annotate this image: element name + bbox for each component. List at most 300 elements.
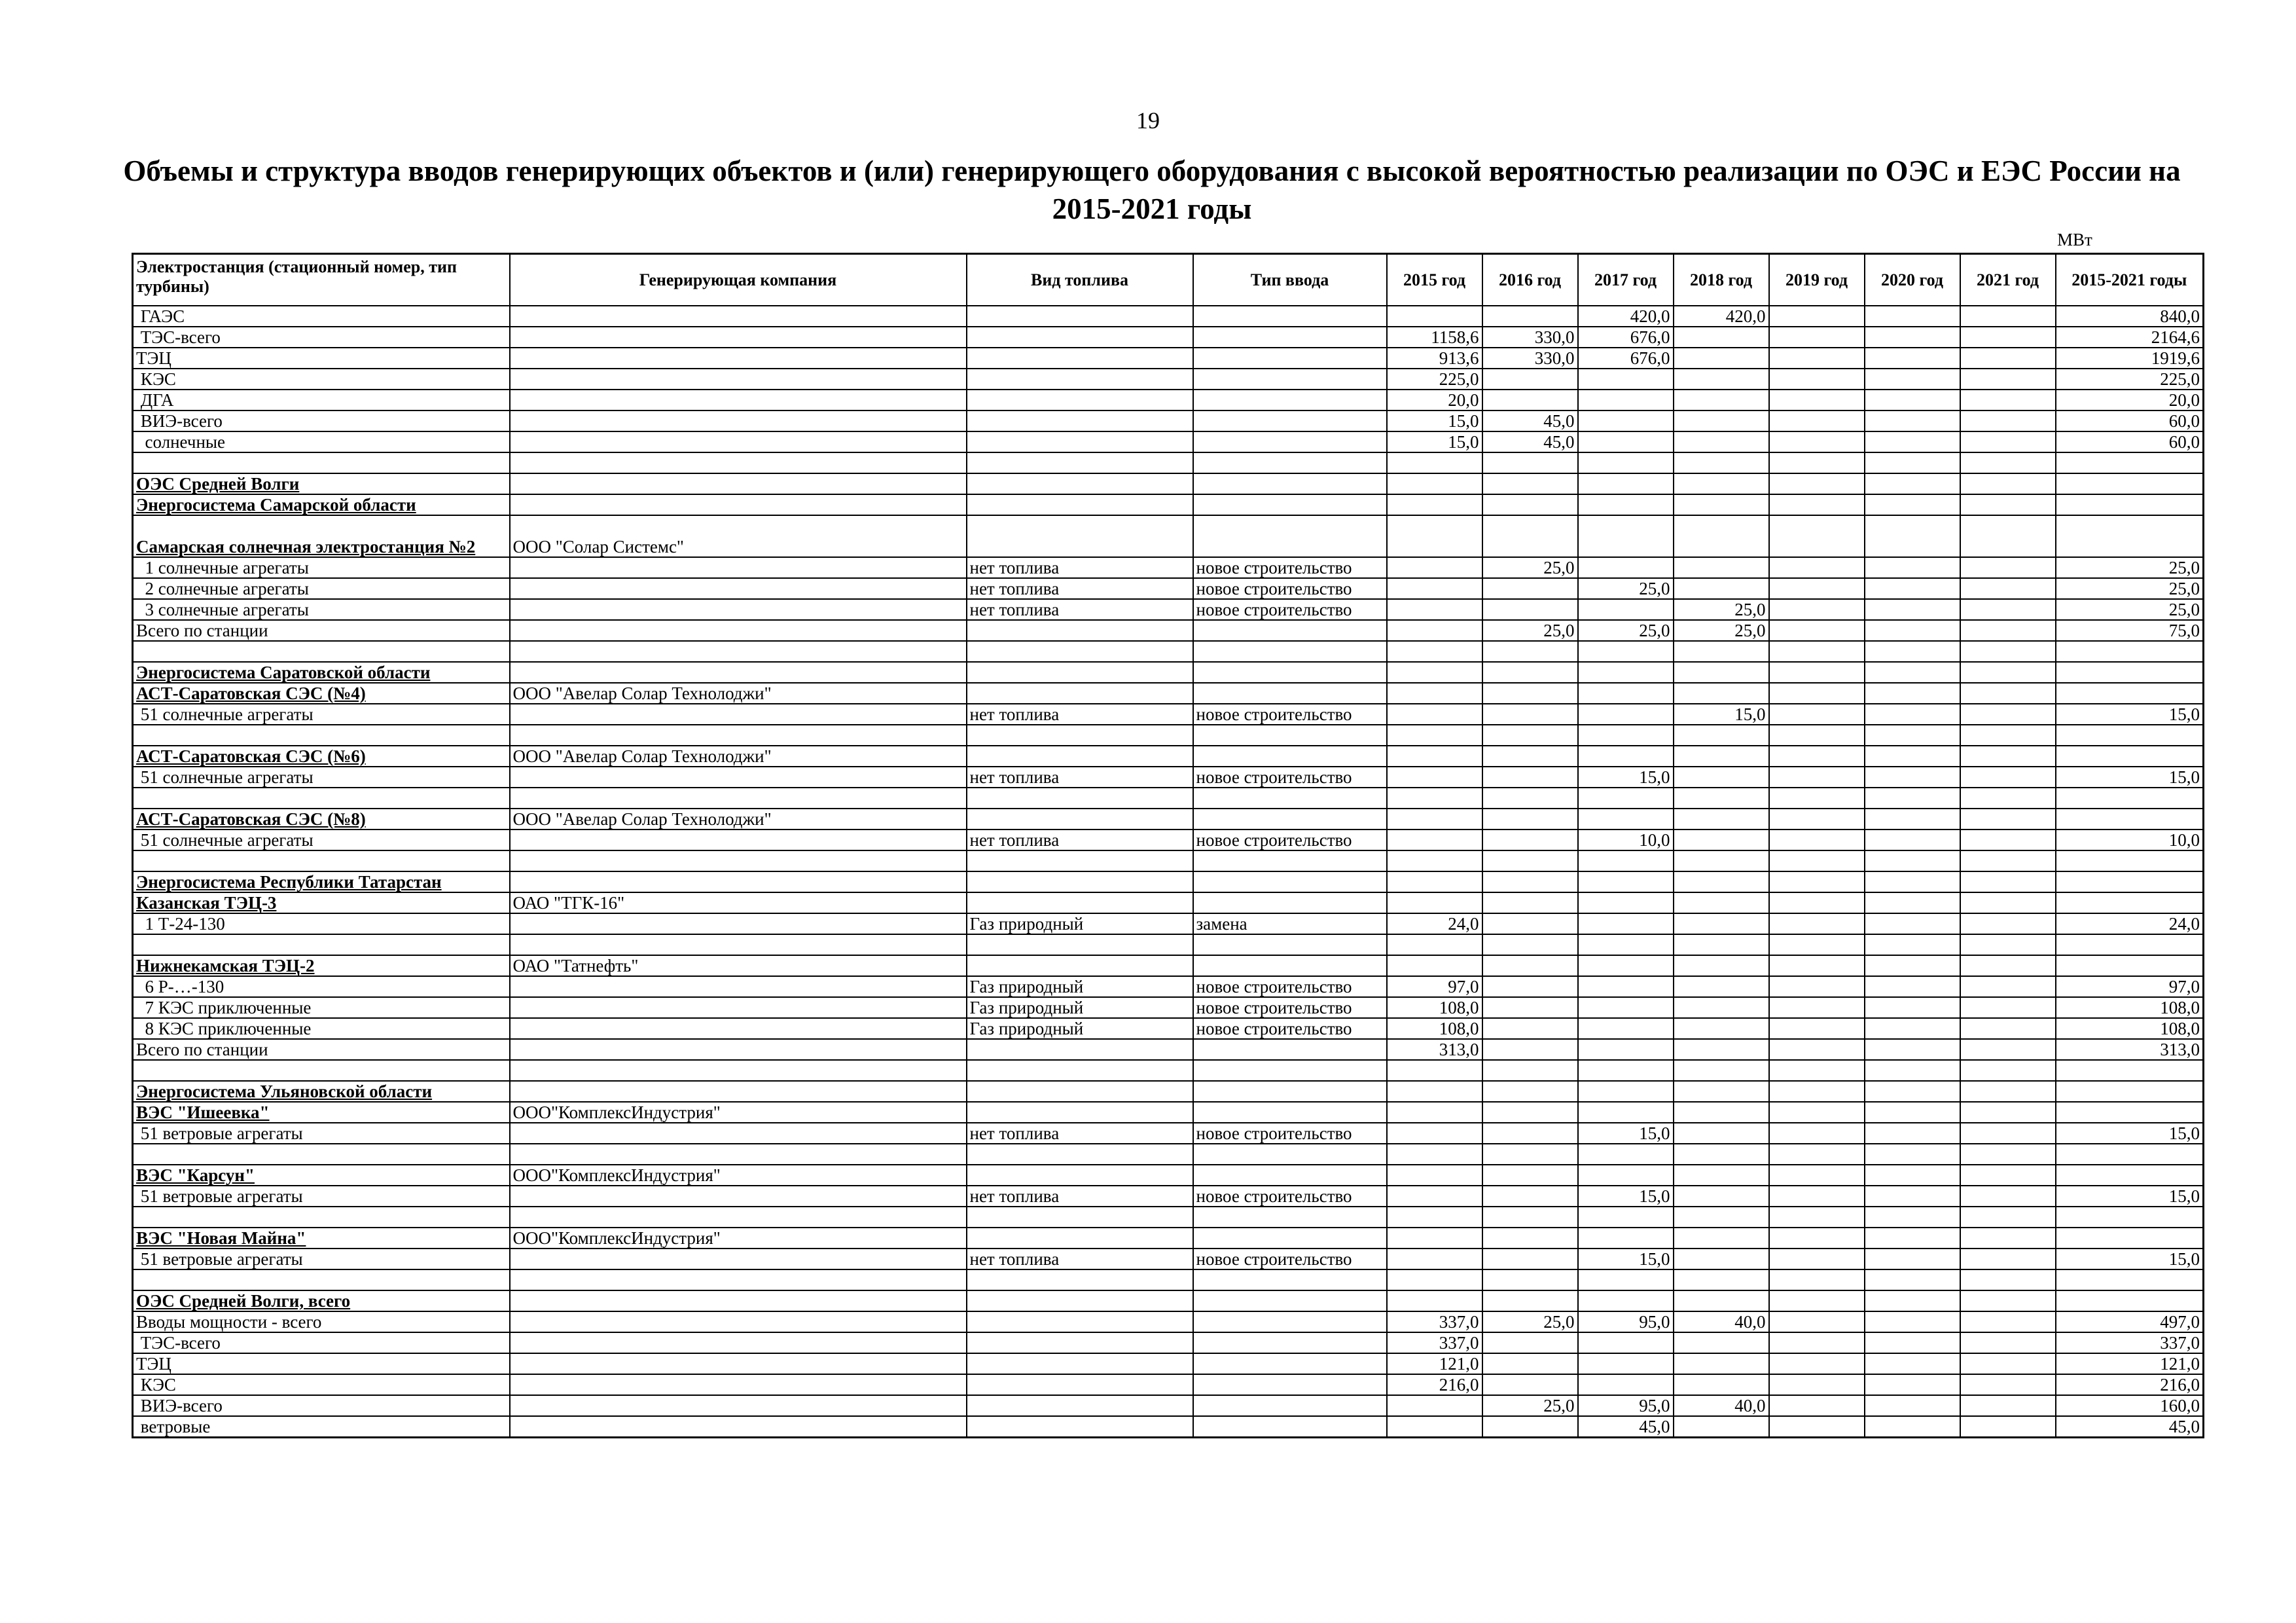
cell-2016: 25,0 <box>1482 557 1578 578</box>
cell-company <box>510 557 967 578</box>
cell-2018 <box>1674 934 1769 955</box>
cell-2017 <box>1578 850 1674 871</box>
cell-total <box>2056 1228 2204 1249</box>
cell-type <box>1193 1207 1387 1228</box>
cell-type <box>1193 410 1387 431</box>
cell-total <box>2056 494 2204 515</box>
table-row <box>133 809 2204 830</box>
cell-type <box>1193 1311 1387 1332</box>
cell-company: ООО"КомплексИндустрия" <box>510 1228 967 1249</box>
cell-2017 <box>1578 369 1674 390</box>
cell-2020 <box>1865 850 1960 871</box>
cell-2015 <box>1387 578 1482 599</box>
column-header-company: Генерирующая компания <box>510 254 967 306</box>
cell-2016 <box>1482 1332 1578 1353</box>
cell-station <box>133 788 510 809</box>
cell-2016: 25,0 <box>1482 1311 1578 1332</box>
cell-fuel <box>967 1081 1193 1102</box>
cell-2017 <box>1578 704 1674 725</box>
cell-total: 97,0 <box>2056 976 2204 997</box>
cell-2020 <box>1865 704 1960 725</box>
cell-2020 <box>1865 452 1960 473</box>
table-row <box>133 1060 2204 1081</box>
cell-2018 <box>1674 348 1769 369</box>
cell-2019 <box>1769 704 1865 725</box>
table-row <box>133 1269 2204 1290</box>
cell-station <box>133 934 510 955</box>
cell-2017 <box>1578 431 1674 452</box>
table-row <box>133 976 2204 997</box>
cell-2017 <box>1578 494 1674 515</box>
cell-2018 <box>1674 1102 1769 1123</box>
cell-total <box>2056 1269 2204 1290</box>
cell-2020 <box>1865 1102 1960 1123</box>
cell-station: ГАЭС <box>133 306 510 327</box>
cell-2020 <box>1865 369 1960 390</box>
cell-2019 <box>1769 494 1865 515</box>
cell-2020 <box>1865 473 1960 494</box>
cell-type <box>1193 1332 1387 1353</box>
cell-station: солнечные <box>133 431 510 452</box>
cell-total <box>2056 1207 2204 1228</box>
cell-total <box>2056 850 2204 871</box>
cell-2021 <box>1960 369 2056 390</box>
cell-fuel <box>967 1290 1193 1311</box>
cell-company <box>510 1144 967 1165</box>
cell-type: новое строительство <box>1193 557 1387 578</box>
cell-2019 <box>1769 1416 1865 1438</box>
cell-station <box>133 725 510 746</box>
cell-2015 <box>1387 1165 1482 1186</box>
cell-2017: 10,0 <box>1578 830 1674 850</box>
cell-2020 <box>1865 1018 1960 1039</box>
cell-2018 <box>1674 955 1769 976</box>
cell-2021 <box>1960 410 2056 431</box>
cell-2017: 95,0 <box>1578 1395 1674 1416</box>
cell-station: ветровые <box>133 1416 510 1438</box>
cell-type <box>1193 871 1387 892</box>
cell-type: замена <box>1193 913 1387 934</box>
cell-2021 <box>1960 348 2056 369</box>
cell-station: Самарская солнечная электростанция №2 <box>133 515 510 557</box>
cell-company <box>510 431 967 452</box>
cell-2017 <box>1578 452 1674 473</box>
cell-station <box>133 1144 510 1165</box>
cell-station: 51 солнечные агрегаты <box>133 767 510 788</box>
cell-2015 <box>1387 599 1482 620</box>
cell-total: 15,0 <box>2056 1123 2204 1144</box>
cell-2021 <box>1960 830 2056 850</box>
cell-2016 <box>1482 683 1578 704</box>
cell-2015: 913,6 <box>1387 348 1482 369</box>
cell-station: 51 ветровые агрегаты <box>133 1249 510 1269</box>
cell-2017 <box>1578 641 1674 662</box>
cell-company <box>510 662 967 683</box>
cell-2021 <box>1960 515 2056 557</box>
cell-2019 <box>1769 1018 1865 1039</box>
cell-2017: 676,0 <box>1578 327 1674 348</box>
cell-2018 <box>1674 1165 1769 1186</box>
cell-2015: 15,0 <box>1387 431 1482 452</box>
cell-2020 <box>1865 725 1960 746</box>
cell-2020 <box>1865 683 1960 704</box>
cell-station <box>133 1207 510 1228</box>
cell-2018 <box>1674 1228 1769 1249</box>
cell-2018 <box>1674 1207 1769 1228</box>
cell-2019 <box>1769 1186 1865 1207</box>
cell-2018 <box>1674 683 1769 704</box>
cell-2019 <box>1769 1374 1865 1395</box>
cell-2016 <box>1482 1353 1578 1374</box>
cell-company <box>510 1060 967 1081</box>
table-row <box>133 662 2204 683</box>
cell-2020 <box>1865 662 1960 683</box>
cell-2016 <box>1482 1269 1578 1290</box>
cell-type <box>1193 452 1387 473</box>
table-row <box>133 1395 2204 1416</box>
cell-type <box>1193 934 1387 955</box>
cell-total: 15,0 <box>2056 1186 2204 1207</box>
cell-2018: 40,0 <box>1674 1395 1769 1416</box>
cell-type: новое строительство <box>1193 704 1387 725</box>
cell-type <box>1193 515 1387 557</box>
cell-2016 <box>1482 1144 1578 1165</box>
cell-total: 121,0 <box>2056 1353 2204 1374</box>
cell-2019 <box>1769 620 1865 641</box>
cell-station <box>133 641 510 662</box>
cell-2021 <box>1960 1207 2056 1228</box>
cell-2021 <box>1960 767 2056 788</box>
cell-2019 <box>1769 473 1865 494</box>
cell-2019 <box>1769 1102 1865 1123</box>
cell-2015: 97,0 <box>1387 976 1482 997</box>
table-row <box>133 620 2204 641</box>
cell-type <box>1193 327 1387 348</box>
cell-2017 <box>1578 410 1674 431</box>
cell-total: 45,0 <box>2056 1416 2204 1438</box>
cell-company <box>510 473 967 494</box>
cell-2018 <box>1674 662 1769 683</box>
cell-2019 <box>1769 431 1865 452</box>
cell-station: 1 солнечные агрегаты <box>133 557 510 578</box>
cell-2018 <box>1674 452 1769 473</box>
cell-company <box>510 1290 967 1311</box>
cell-station: ОЭС Средней Волги <box>133 473 510 494</box>
cell-2017 <box>1578 683 1674 704</box>
cell-fuel <box>967 683 1193 704</box>
cell-fuel <box>967 871 1193 892</box>
cell-2020 <box>1865 1395 1960 1416</box>
cell-2017 <box>1578 1144 1674 1165</box>
cell-2020 <box>1865 1332 1960 1353</box>
cell-company <box>510 348 967 369</box>
cell-2016 <box>1482 1081 1578 1102</box>
table-row <box>133 557 2204 578</box>
cell-2018 <box>1674 1249 1769 1269</box>
column-header-2018: 2018 год <box>1674 254 1769 306</box>
cell-2017 <box>1578 871 1674 892</box>
cell-2019 <box>1769 578 1865 599</box>
cell-type: новое строительство <box>1193 767 1387 788</box>
cell-total: 24,0 <box>2056 913 2204 934</box>
cell-fuel <box>967 390 1193 410</box>
cell-2017: 15,0 <box>1578 1123 1674 1144</box>
cell-2021 <box>1960 1249 2056 1269</box>
cell-company <box>510 1395 967 1416</box>
cell-2015: 20,0 <box>1387 390 1482 410</box>
cell-station: Всего по станции <box>133 620 510 641</box>
cell-total: 25,0 <box>2056 557 2204 578</box>
cell-2018 <box>1674 788 1769 809</box>
cell-2018 <box>1674 578 1769 599</box>
table-row <box>133 830 2204 850</box>
cell-2016 <box>1482 599 1578 620</box>
cell-company <box>510 1311 967 1332</box>
cell-station: Всего по станции <box>133 1039 510 1060</box>
cell-2019 <box>1769 788 1865 809</box>
cell-2017 <box>1578 1165 1674 1186</box>
cell-total: 313,0 <box>2056 1039 2204 1060</box>
cell-2016 <box>1482 1039 1578 1060</box>
cell-2015: 313,0 <box>1387 1039 1482 1060</box>
cell-2018 <box>1674 1353 1769 1374</box>
cell-2015: 108,0 <box>1387 1018 1482 1039</box>
cell-2015: 216,0 <box>1387 1374 1482 1395</box>
cell-type <box>1193 1228 1387 1249</box>
cell-2020 <box>1865 1165 1960 1186</box>
cell-fuel <box>967 788 1193 809</box>
cell-2015: 337,0 <box>1387 1311 1482 1332</box>
cell-fuel: нет топлива <box>967 578 1193 599</box>
cell-2018 <box>1674 913 1769 934</box>
cell-2020 <box>1865 431 1960 452</box>
cell-2016 <box>1482 704 1578 725</box>
cell-company <box>510 452 967 473</box>
table-row <box>133 641 2204 662</box>
cell-2021 <box>1960 1416 2056 1438</box>
table-row <box>133 767 2204 788</box>
cell-company: ООО "Авелар Солар Технолоджи" <box>510 683 967 704</box>
cell-2020 <box>1865 913 1960 934</box>
cell-2020 <box>1865 1123 1960 1144</box>
cell-2020 <box>1865 1207 1960 1228</box>
cell-2015 <box>1387 683 1482 704</box>
cell-2019 <box>1769 1039 1865 1060</box>
cell-2016: 45,0 <box>1482 431 1578 452</box>
cell-2016 <box>1482 767 1578 788</box>
table-row <box>133 1144 2204 1165</box>
cell-2018 <box>1674 767 1769 788</box>
cell-company <box>510 599 967 620</box>
cell-2021 <box>1960 704 2056 725</box>
cell-2020 <box>1865 1269 1960 1290</box>
cell-2018: 15,0 <box>1674 704 1769 725</box>
cell-2016 <box>1482 515 1578 557</box>
cell-total <box>2056 934 2204 955</box>
cell-2018 <box>1674 850 1769 871</box>
cell-2015 <box>1387 1102 1482 1123</box>
cell-2018 <box>1674 473 1769 494</box>
cell-2016 <box>1482 641 1578 662</box>
cell-total <box>2056 1102 2204 1123</box>
cell-type <box>1193 1060 1387 1081</box>
cell-fuel <box>967 1039 1193 1060</box>
cell-2016 <box>1482 306 1578 327</box>
cell-company <box>510 1207 967 1228</box>
cell-2015 <box>1387 1207 1482 1228</box>
cell-2019 <box>1769 1290 1865 1311</box>
cell-2018 <box>1674 641 1769 662</box>
cell-2016 <box>1482 369 1578 390</box>
cell-2018 <box>1674 1081 1769 1102</box>
table-row <box>133 683 2204 704</box>
cell-2019 <box>1769 892 1865 913</box>
table-header-row <box>133 254 2204 306</box>
cell-2015 <box>1387 934 1482 955</box>
cell-company: ООО "Авелар Солар Технолоджи" <box>510 809 967 830</box>
cell-2020 <box>1865 1060 1960 1081</box>
table-row <box>133 871 2204 892</box>
cell-2020 <box>1865 1144 1960 1165</box>
cell-2016 <box>1482 892 1578 913</box>
cell-station: Энергосистема Республики Татарстан <box>133 871 510 892</box>
cell-2017: 15,0 <box>1578 1249 1674 1269</box>
cell-2016 <box>1482 1102 1578 1123</box>
table-row <box>133 997 2204 1018</box>
cell-2015 <box>1387 1416 1482 1438</box>
cell-company <box>510 1269 967 1290</box>
cell-type <box>1193 1081 1387 1102</box>
cell-type <box>1193 1269 1387 1290</box>
cell-company <box>510 390 967 410</box>
cell-2020 <box>1865 557 1960 578</box>
cell-fuel <box>967 809 1193 830</box>
cell-type <box>1193 1039 1387 1060</box>
cell-company <box>510 1332 967 1353</box>
cell-2021 <box>1960 599 2056 620</box>
cell-2017 <box>1578 599 1674 620</box>
cell-total: 20,0 <box>2056 390 2204 410</box>
cell-2015 <box>1387 704 1482 725</box>
cell-type <box>1193 662 1387 683</box>
cell-fuel <box>967 327 1193 348</box>
cell-2015 <box>1387 850 1482 871</box>
cell-2021 <box>1960 1269 2056 1290</box>
cell-fuel <box>967 1060 1193 1081</box>
cell-2015 <box>1387 473 1482 494</box>
table-row <box>133 1018 2204 1039</box>
cell-2017 <box>1578 1081 1674 1102</box>
cell-company <box>510 830 967 850</box>
cell-station: Казанская ТЭЦ-3 <box>133 892 510 913</box>
cell-fuel: Газ природный <box>967 997 1193 1018</box>
cell-type <box>1193 725 1387 746</box>
cell-2016 <box>1482 1249 1578 1269</box>
cell-fuel <box>967 1332 1193 1353</box>
cell-station <box>133 1269 510 1290</box>
cell-2019 <box>1769 1081 1865 1102</box>
cell-2015 <box>1387 725 1482 746</box>
cell-2020 <box>1865 348 1960 369</box>
table-row <box>133 850 2204 871</box>
cell-total <box>2056 1165 2204 1186</box>
cell-company <box>510 704 967 725</box>
cell-2020 <box>1865 327 1960 348</box>
cell-type: новое строительство <box>1193 1249 1387 1269</box>
cell-2019 <box>1769 767 1865 788</box>
cell-2021 <box>1960 850 2056 871</box>
cell-2021 <box>1960 1353 2056 1374</box>
cell-2017 <box>1578 997 1674 1018</box>
column-header-2016: 2016 год <box>1482 254 1578 306</box>
cell-total: 75,0 <box>2056 620 2204 641</box>
cell-total: 15,0 <box>2056 704 2204 725</box>
cell-2019 <box>1769 515 1865 557</box>
cell-company <box>510 1081 967 1102</box>
cell-2015 <box>1387 955 1482 976</box>
cell-2018 <box>1674 410 1769 431</box>
cell-2015 <box>1387 788 1482 809</box>
cell-2015 <box>1387 1186 1482 1207</box>
cell-total: 1919,6 <box>2056 348 2204 369</box>
cell-fuel <box>967 1144 1193 1165</box>
cell-company: ОАО "ТГК-16" <box>510 892 967 913</box>
cell-type <box>1193 390 1387 410</box>
cell-2021 <box>1960 746 2056 767</box>
cell-2017: 45,0 <box>1578 1416 1674 1438</box>
cell-2016 <box>1482 1416 1578 1438</box>
cell-company: ООО "Солар Системс" <box>510 515 967 557</box>
cell-2019 <box>1769 662 1865 683</box>
cell-fuel <box>967 620 1193 641</box>
cell-2018: 40,0 <box>1674 1311 1769 1332</box>
cell-2019 <box>1769 1395 1865 1416</box>
cell-company <box>510 1018 967 1039</box>
cell-fuel <box>967 306 1193 327</box>
cell-type <box>1193 1416 1387 1438</box>
cell-2017: 420,0 <box>1578 306 1674 327</box>
cell-2016 <box>1482 976 1578 997</box>
cell-station: АСТ-Саратовская СЭС (№8) <box>133 809 510 830</box>
cell-company <box>510 1353 967 1374</box>
cell-fuel: нет топлива <box>967 767 1193 788</box>
cell-2016 <box>1482 934 1578 955</box>
cell-fuel: нет топлива <box>967 1123 1193 1144</box>
cell-type <box>1193 683 1387 704</box>
cell-type <box>1193 620 1387 641</box>
cell-2016 <box>1482 1123 1578 1144</box>
cell-fuel <box>967 934 1193 955</box>
cell-2020 <box>1865 1374 1960 1395</box>
cell-2021 <box>1960 473 2056 494</box>
cell-2016 <box>1482 871 1578 892</box>
cell-2016 <box>1482 830 1578 850</box>
cell-station: ВИЭ-всего <box>133 1395 510 1416</box>
table-row <box>133 1123 2204 1144</box>
cell-company: ООО"КомплексИндустрия" <box>510 1165 967 1186</box>
cell-station: 51 ветровые агрегаты <box>133 1186 510 1207</box>
cell-2020 <box>1865 306 1960 327</box>
cell-total: 337,0 <box>2056 1332 2204 1353</box>
cell-2020 <box>1865 1416 1960 1438</box>
cell-2015 <box>1387 1228 1482 1249</box>
cell-2016 <box>1482 1060 1578 1081</box>
cell-total: 108,0 <box>2056 1018 2204 1039</box>
cell-2019 <box>1769 599 1865 620</box>
cell-2019 <box>1769 913 1865 934</box>
cell-station <box>133 850 510 871</box>
cell-2015: 24,0 <box>1387 913 1482 934</box>
